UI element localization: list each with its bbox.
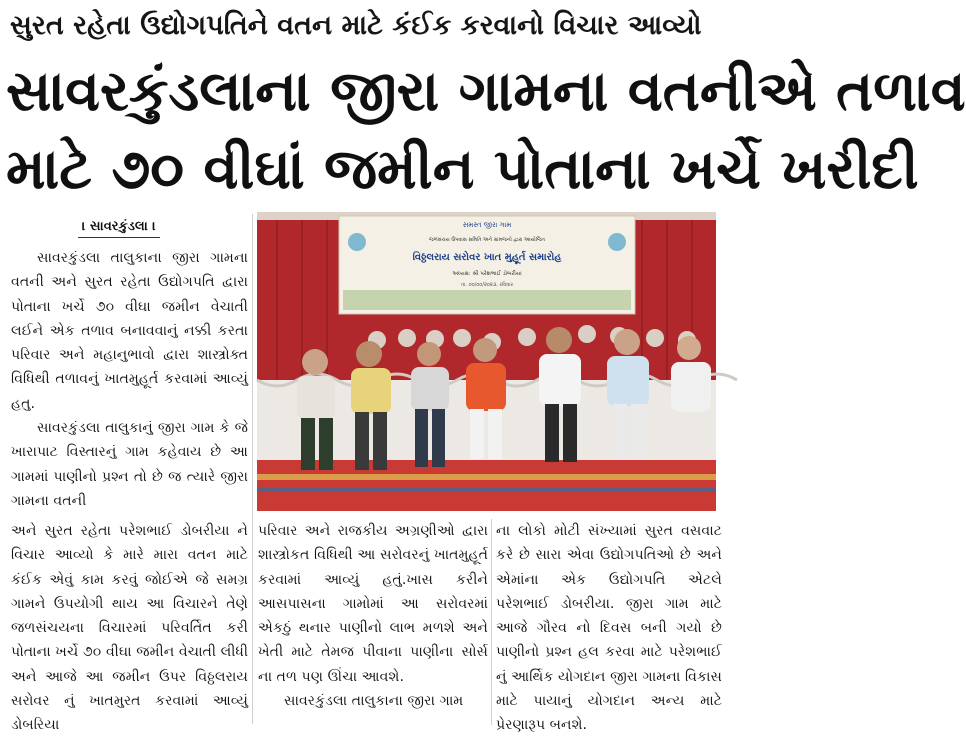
banner-guest-text: અધ્યક્ષ: શ્રી પરેશભાઈ ડોબરીયા: [452, 271, 522, 277]
banner-date-text: તા. ૦૦/૦૦/૨૦૨૩, રવિવાર: [460, 282, 514, 288]
banner-title-text: વિઠ્ઠલરાય સરોવર ખાત મુહૂર્ત સમારોહ: [412, 252, 562, 263]
headline-line-1: સાવરકુંડલાના જીરા ગામના વતનીએ તળાવ: [6, 59, 966, 124]
paragraph-1: સાવરકુંડલા તાલુકાના જીરા ગામના વતની અને સુરત રહેતા ઉદ્યોગપતિ દ્વારા પોતાના ખર્ચે ૭૦ વીઘા જમીન વેચાતી લઈને એક તળાવ બનાવવાનું નક્કી કરતા પરિવાર અને મહાનુભાવો દ્વારા શાસ્ત્રોક્ત વિધિથી તળાવનું ખાતમુહૂર્ત કરવામાં આવ્યું હતુ.: [11, 250, 248, 412]
event-photo: [257, 212, 716, 511]
article-column-3: [496, 519, 722, 734]
paragraph-2: સાવરકુંડલા તાલુકાનું જીરા ગામ કે જે ખારાપાટ વિસ્તારનું ગામ કહેવાય છે આ ગામમાં પાણીનો પ્રશ્ન તો છે જ ત્યારે જીરા ગામના વતની: [11, 420, 248, 509]
column-2-text: પરિવાર અને રાજકીય અગ્રણીઓ દ્વારા શાસ્ત્રોકત વિધિથી આ સરોવરનું ખાતમુહૂર્ત કરવામાં આવ્યું હતું.ખાસ કરીને આસપાસના ગામોમાં આ સરોવરમાં એકઠું થનાર પાણીનો લાભ મળશે અને ખેતી માટે તેમજ પીવાના પાણીના સોર્સ ના તળ પણ ઊંચા આવશે.: [258, 523, 488, 685]
event-photo-illustration: [257, 212, 716, 511]
banner-top-text: સમસ્ત જીરા ગામ: [462, 221, 512, 229]
article-column-2: [258, 519, 488, 727]
column-1-continuation: અને સુરત રહેતા પરેશભાઈ ડોબરીયા ને વિચાર આવ્યો કે મારે મારા વતન માટે કંઈક એવું કામ કરવું જોઈએ જે સમગ્ર ગામને ઉપયોગી થાય આ વિચારને તેણે જળસંચયના વિચારમાં પરિવર્તિત કરી પોતાના ખર્ચે ૭૦ વીઘા જમીન વેચાતી લીધી અને આજે આ જમીન ઉપર વિઠ્ઠલરાય સરોવર નું ખાતમુરત કરવામાં આવ્યું ડોબરિયા: [11, 523, 248, 734]
kicker-headline: સુરત રહેતા ઉદ્યોગપતિને વતન માટે કંઈક કરવાનો વિચાર આવ્યો: [10, 10, 702, 41]
headline-line-2: માટે ૭૦ વીઘાં જમીન પોતાના ખર્ચે ખરીદી: [6, 137, 919, 202]
column-2-end: સાવરકુંડલા તાલુકાના જીરા ગામ: [284, 693, 464, 710]
dateline: । સાવરકુંડલા ।: [78, 217, 160, 238]
article-column-1-bottom: [11, 519, 248, 734]
column-3-text: ના લોકો મોટી સંખ્યામાં સુરત વસવાટ કરે છે સારા એવા ઉદ્યોગપતિઓ છે અને એમાંના એક ઉદ્યોગપતિ એટલે પરેશભાઈ ડોબરીયા. જીરા ગામ માટે આજે ગૌરવ નો દિવસ બની ગયો છે પાણીનો પ્રશ્ન હલ કરવા માટે પરેશભાઈ નું આર્થિક યોગદાન જીરા ગામના વિકાસ માટે પાયાનું યોગદાન અન્ય માટે પ્રેરણારૂપ બનશે.: [496, 523, 722, 734]
column-divider: [252, 214, 253, 724]
article-column-1-top: [11, 246, 248, 516]
banner-sub-text: જળસંચય ઉપવાસ સમિતિ અને ગ્રામજનો દ્વારા આયોજિત: [429, 237, 545, 243]
column-divider-2: [491, 519, 492, 725]
